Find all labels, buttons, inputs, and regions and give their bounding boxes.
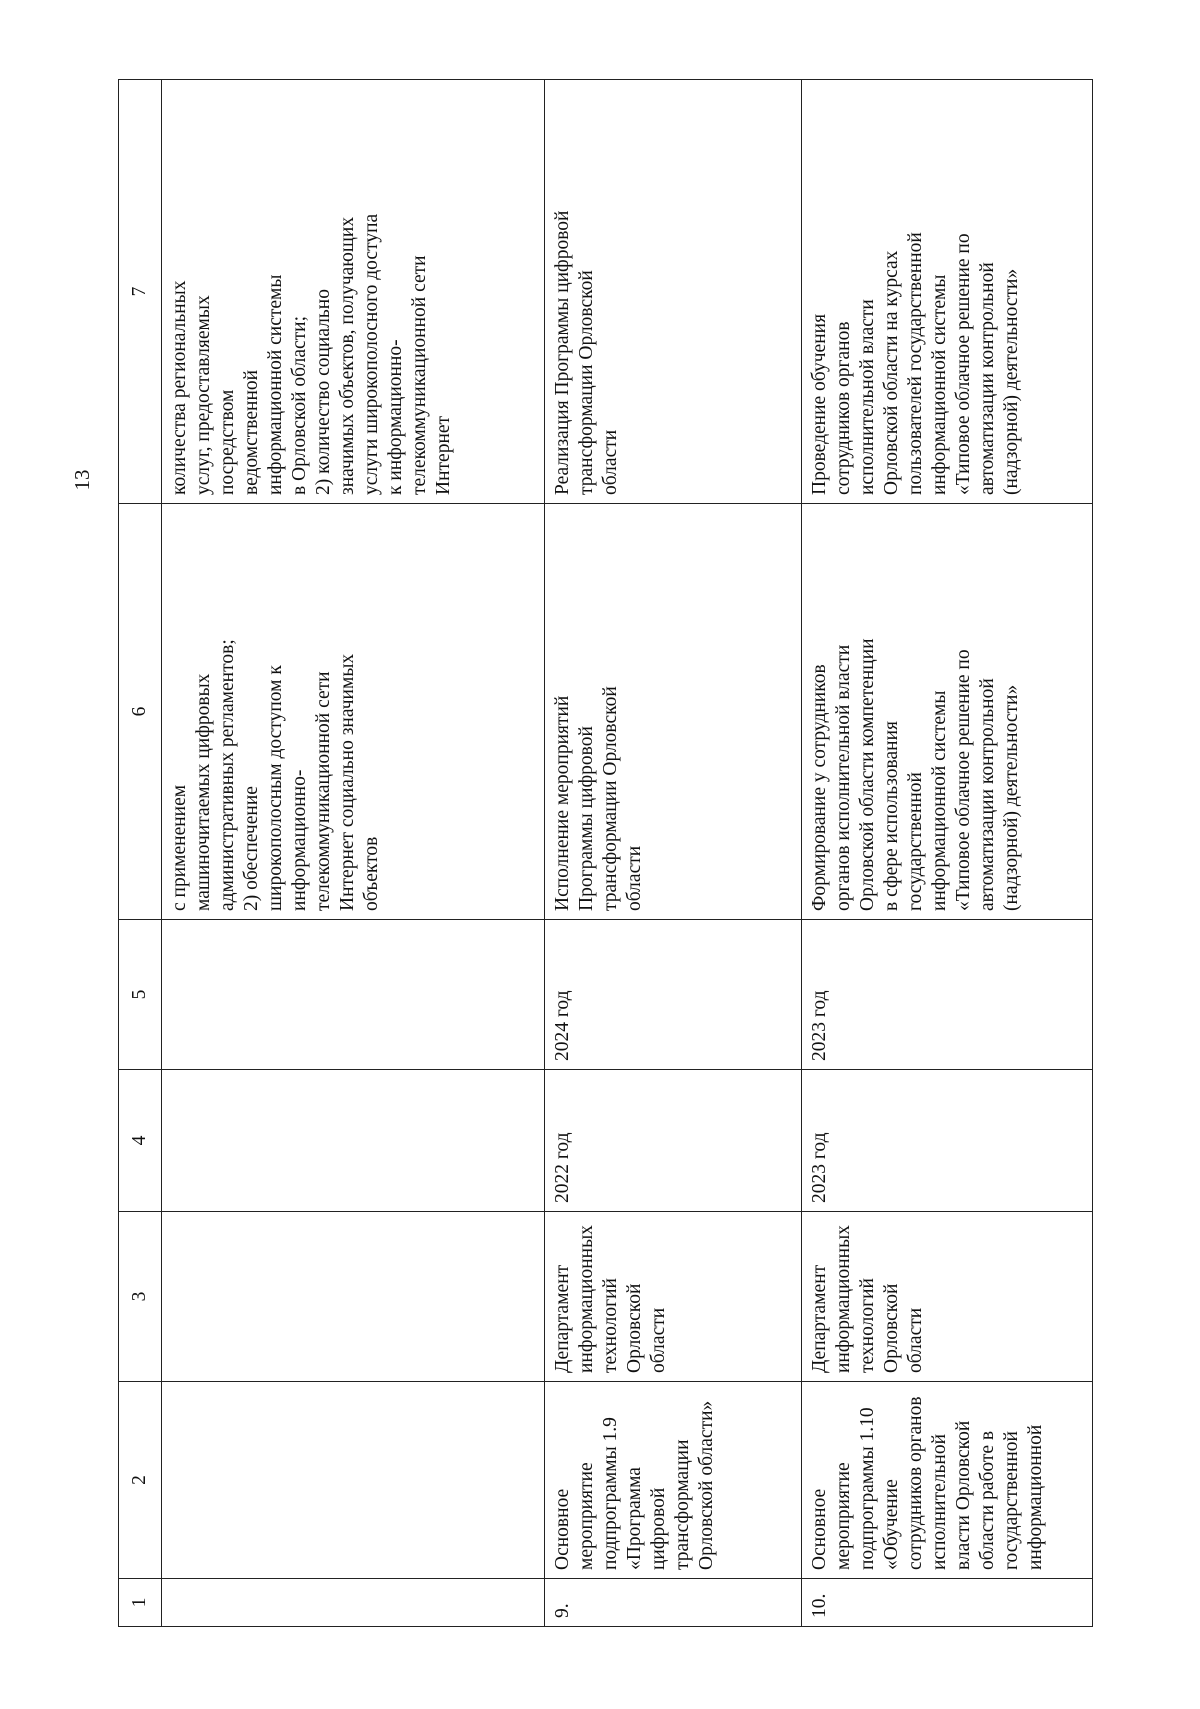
column-header: 1 [119,1579,162,1627]
executor: Департамент информационных технологий Орловской области [802,1212,1093,1382]
expected-result: с применением машиночитаемых цифровых административных регламентов; 2) обеспечение широкополосным доступом к информационно- телекоммуникационной сети Интернет социально значимых объектов [162,504,545,920]
measure-name [162,1382,545,1579]
column-header: 3 [119,1212,162,1382]
end-year: 2023 год [802,920,1093,1070]
indicator-link: Проведение обучения сотрудников органов исполнительной власти Орловской области на курсах пользователей государственной информационной системы «Типовое облачное решение по автоматизации контрольной (надзорной) деятельности» [802,80,1093,504]
table-row [545,80,802,1627]
column-header: 2 [119,1382,162,1579]
table-header-row [119,80,162,1627]
column-header: 5 [119,920,162,1070]
page-number: 13 [70,469,94,491]
column-header: 7 [119,80,162,504]
end-year [162,920,545,1070]
measure-name: Основное мероприятие подпрограммы 1.9 «Программа цифровой трансформации Орловской области» [545,1382,802,1579]
program-table [118,79,1093,1627]
executor: Департамент информационных технологий Орловской области [545,1212,802,1382]
expected-result: Исполнение мероприятий Программы цифровой трансформации Орловской области [545,504,802,920]
rotated-table-container [118,80,1061,1627]
expected-result: Формирование у сотрудников органов исполнительной власти Орловской области компетенции в сфере использования государственной информационной системы «Типовое облачное решение по автоматизации контрольной (надзорной) деятельности» [802,504,1093,920]
indicator-link: количества региональных услуг, предоставляемых посредством ведомственной информационной системы в Орловской области; 2) количество социально значимых объектов, получающих услуги широкополосного доступа к информационно- телекоммуникационной сети Интернет [162,80,545,504]
measure-name: Основное мероприятие подпрограммы 1.10 «Обучение сотрудников органов исполнительной власти Орловской области работе в государственной информационной [802,1382,1093,1579]
executor [162,1212,545,1382]
table-row [162,80,545,1627]
end-year: 2024 год [545,920,802,1070]
start-year: 2023 год [802,1070,1093,1212]
row-number: 9. [545,1579,802,1627]
table-row [802,80,1093,1627]
column-header: 6 [119,504,162,920]
row-number [162,1579,545,1627]
column-header: 4 [119,1070,162,1212]
indicator-link: Реализация Программы цифровой трансформации Орловской области [545,80,802,504]
start-year: 2022 год [545,1070,802,1212]
row-number: 10. [802,1579,1093,1627]
start-year [162,1070,545,1212]
